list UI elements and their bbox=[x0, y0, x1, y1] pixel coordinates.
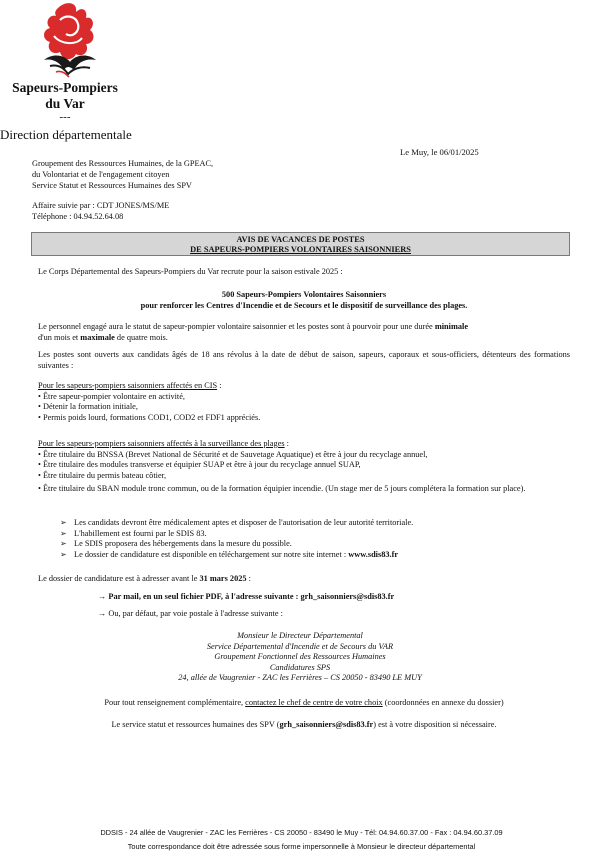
service-paragraph bbox=[38, 720, 570, 731]
group-line: Service Statut et Ressources Humaines des SPV bbox=[32, 181, 192, 190]
arrow-bullet-icon: ➢ bbox=[60, 518, 67, 527]
status-minimale: minimale bbox=[434, 322, 468, 331]
intro-paragraph: Le Corps Départemental des Sapeurs-Pompiers du Var recrute pour la saison estivale 2025 : bbox=[38, 267, 343, 276]
banner-line1: AVIS DE VACANCES DE POSTES bbox=[236, 235, 365, 244]
cis-title: Pour les sapeurs-pompiers saisonniers affectés en CIS bbox=[38, 381, 218, 390]
contact-block bbox=[32, 200, 169, 222]
cis-title-suffix: : bbox=[217, 381, 222, 390]
arrow-item-text: L'habillement est fourni par le SDIS 83. bbox=[74, 528, 207, 538]
list-item: • Être titulaire du BNSSA (Brevet National de Sécurité et de Sauvetage Aquatique) et être à jour du recyclage annuel, bbox=[38, 449, 428, 459]
arrow-item bbox=[38, 550, 570, 561]
deadline-text: Le dossier de candidature est à adresser avant le bbox=[38, 574, 200, 583]
footer-address: DDSIS - 24 allée de Vaugrenier - ZAC les Ferrières - CS 20050 - 83490 le Muy - Tél: 04.94.60.37.00 - Fax : 04.94.60.37.09 bbox=[100, 828, 503, 837]
address-line: 24, allée de Vaugrenier - ZAC les Ferrières – CS 20050 - 83490 LE MUY bbox=[178, 673, 422, 682]
info-text: Pour tout renseignement complémentaire, bbox=[104, 698, 246, 707]
sdis-var-logo bbox=[36, 0, 102, 78]
mail-option: → Par mail, en un seul fichier PDF, à l'adresse suivante : grh_saisonniers@sdis83.fr bbox=[98, 592, 395, 601]
arrow-bullet-icon: ➢ bbox=[60, 549, 67, 559]
arrow-bullet-icon: ➢ bbox=[60, 528, 67, 538]
direction-label: Direction départementale bbox=[0, 127, 132, 142]
service-text: ) est à votre disposition si nécessaire. bbox=[373, 720, 497, 729]
notice-banner bbox=[31, 232, 570, 256]
info-paragraph bbox=[38, 698, 570, 709]
list-item: • Détenir la formation initiale, bbox=[38, 402, 138, 411]
post-option: → Ou, par défaut, par voie postale à l'adresse suivante : bbox=[98, 609, 283, 618]
headline-line1: 500 Sapeurs-Pompiers Volontaires Saisonniers bbox=[221, 290, 387, 299]
footer-notice: Toute correspondance doit être adressée sous forme impersonnelle à Monsieur le directeur départemental bbox=[127, 842, 476, 851]
address-line: Groupement Fonctionnel des Ressources Humaines bbox=[214, 652, 386, 661]
organization-name bbox=[6, 80, 124, 112]
org-name-line2: du Var bbox=[45, 96, 85, 111]
address-line: Candidatures SPS bbox=[269, 662, 331, 672]
arrow-item-text: Le dossier de candidature est disponible en téléchargement sur notre site internet : bbox=[74, 549, 349, 559]
sender-group bbox=[32, 158, 213, 191]
cis-requirements bbox=[38, 381, 570, 423]
service-email[interactable]: grh_saisonniers@sdis83.fr bbox=[279, 720, 374, 729]
service-text: Le service statut et ressources humaines des SPV ( bbox=[111, 720, 280, 729]
plages-requirements bbox=[38, 439, 570, 481]
status-paragraph bbox=[38, 322, 570, 343]
contact-chef-link[interactable]: contactez le chef de centre de votre choix bbox=[245, 698, 383, 707]
status-text: de quatre mois. bbox=[114, 332, 168, 342]
arrow-item bbox=[38, 529, 570, 540]
group-line: Groupement des Ressources Humaines, de la GPEAC, bbox=[32, 159, 214, 168]
telephone: Téléphone : 04.94.52.64.08 bbox=[32, 212, 124, 221]
arrow-item bbox=[38, 539, 570, 550]
deadline-paragraph bbox=[38, 574, 570, 585]
list-item: • Être titulaire du permis bateau côtier, bbox=[38, 470, 167, 480]
status-text: Le personnel engagé aura le statut de sapeur-pompier volontaire saisonnier et les postes sont à pourvoir pour une durée bbox=[38, 322, 435, 331]
arrow-item bbox=[38, 518, 570, 529]
list-item: • Être titulaire du SBAN module tronc commun, ou de la formation équipier incendie. (Un stage mer de 5 jours complétera la formation sur place). bbox=[38, 484, 526, 493]
deadline-date: 31 mars 2025 bbox=[199, 574, 247, 583]
affaire-suivie: Affaire suivie par : CDT JONES/MS/ME bbox=[32, 201, 170, 210]
eligibility-paragraph: Les postes sont ouverts aux candidats âgés de 18 ans révolus à la date de début de saison, sapeurs, caporaux et sous-officiers, détenteurs des formations suivantes : bbox=[38, 350, 570, 370]
arrow-item-text: Le SDIS proposera des hébergements dans la mesure du possible. bbox=[74, 539, 292, 548]
plages-title: Pour les sapeurs-pompiers saisonniers affectés à la surveillance des plages bbox=[38, 439, 285, 448]
info-text: (coordonnées en annexe du dossier) bbox=[382, 698, 504, 707]
header-separator: --- bbox=[59, 111, 71, 123]
list-item: • Permis poids lourd, formations COD1, COD2 et FDF1 appréciés. bbox=[38, 412, 261, 422]
banner-line2: DE SAPEURS-POMPIERS VOLONTAIRES SAISONNIERS bbox=[190, 245, 411, 254]
address-line: Service Départemental d'Incendie et de Secours du VAR bbox=[206, 641, 394, 651]
plages-title-suffix: : bbox=[284, 439, 289, 448]
deadline-text: : bbox=[246, 574, 251, 583]
list-item: • Être sapeur-pompier volontaire en activité, bbox=[38, 391, 185, 401]
arrow-bullet-icon: ➢ bbox=[60, 539, 67, 548]
status-maximale: maximale bbox=[80, 332, 115, 342]
website-link[interactable]: www.sdis83.fr bbox=[348, 549, 399, 559]
group-line: du Volontariat et de l'engagement citoyen bbox=[32, 170, 170, 179]
org-name-line1: Sapeurs-Pompiers bbox=[12, 80, 118, 95]
headline-line2: pour renforcer les Centres d'Incendie et de Secours et le dispositif de surveillance des plages. bbox=[140, 300, 468, 310]
arrow-list bbox=[38, 518, 570, 560]
address-line: Monsieur le Directeur Départemental bbox=[237, 631, 363, 640]
postal-address bbox=[100, 631, 500, 684]
status-text: d'un mois et bbox=[38, 332, 81, 342]
letter-date: Le Muy, le 06/01/2025 bbox=[400, 147, 479, 157]
arrow-item-text: Les candidats devront être médicalement aptes et disposer de l'autorisation de leur autorité territoriale. bbox=[74, 518, 414, 527]
list-item: • Être titulaire des modules transverse et équipier SUAP et être à jour du recyclage annuel SUAP, bbox=[38, 460, 361, 469]
headline bbox=[38, 290, 570, 311]
